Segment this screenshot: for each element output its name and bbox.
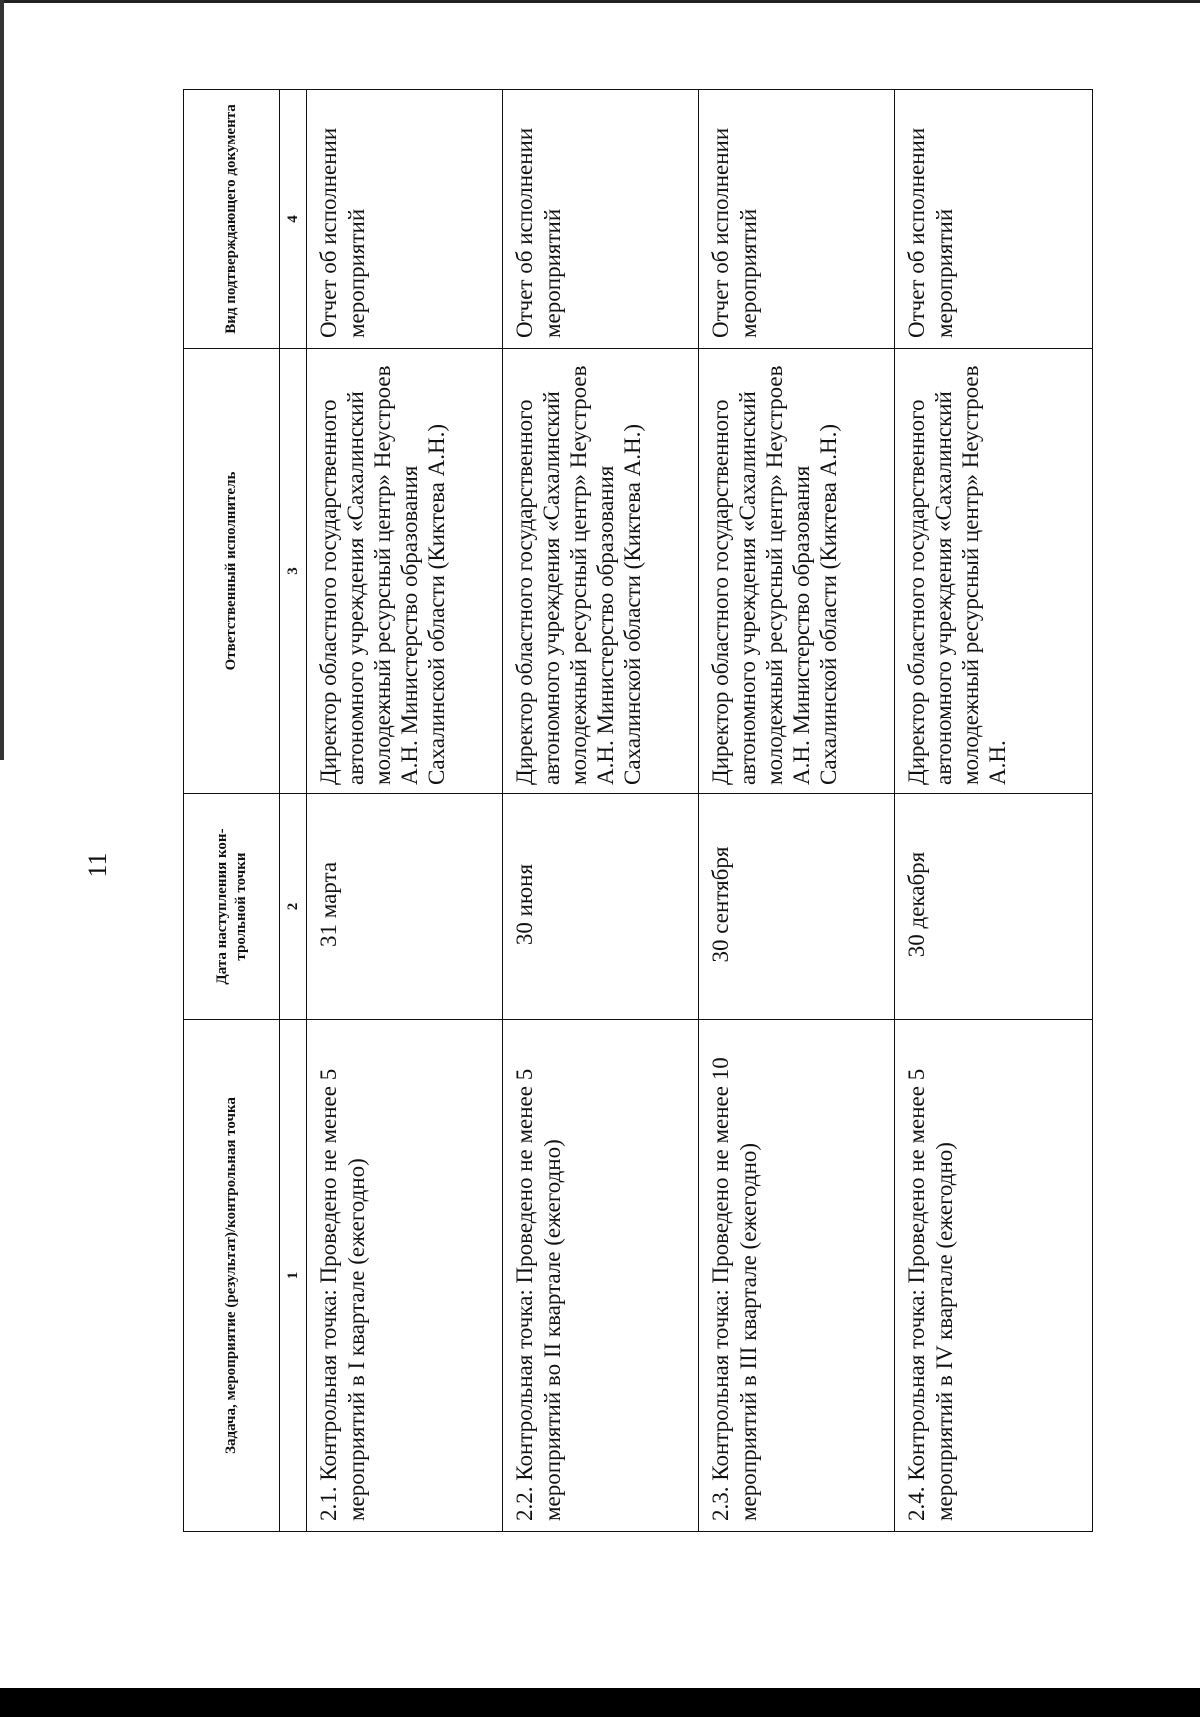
table-row — [503, 90, 699, 1532]
document-cell: Отчет об исполнении мероприятий — [307, 90, 503, 349]
column-number: 1 — [280, 1020, 307, 1532]
table-header-row — [184, 90, 280, 1532]
document-cell: Отчет об исполнении мероприятий — [503, 90, 699, 349]
scan-border-left — [0, 0, 4, 760]
date-cell: 31 марта — [307, 794, 503, 1020]
executor-cell: Директор областного государственного автономного учреждения «Сахалинский молодежный ресурсный центр» Неустроев А.Н. — [895, 349, 1093, 794]
column-number: 4 — [280, 90, 307, 349]
header-document: Вид подтверждающего документа — [184, 90, 280, 349]
date-cell: 30 июня — [503, 794, 699, 1020]
header-date: Дата наступления кон-трольной точки — [184, 794, 280, 1020]
executor-cell: Директор областного государственного автономного учреждения «Сахалинский молодежный ресурсный центр» Неустроев А.Н. Министерство образования Сахалинской области (Киктева А.Н.) — [307, 349, 503, 794]
task-cell: 2.3. Контрольная точка: Проведено не менее 10 мероприятий в III квартале (ежегодно) — [699, 1020, 895, 1532]
column-number: 2 — [280, 794, 307, 1020]
document-cell: Отчет об исполнении мероприятий — [699, 90, 895, 349]
column-number-row — [280, 90, 307, 1532]
rotated-table-wrapper — [183, 90, 1093, 1532]
executor-cell: Директор областного государственного автономного учреждения «Сахалинский молодежный ресурсный центр» Неустроев А.Н. Министерство образования Сахалинской области (Киктева А.Н.) — [503, 349, 699, 794]
document-cell: Отчет об исполнении мероприятий — [895, 90, 1093, 349]
column-number: 3 — [280, 349, 307, 794]
control-points-table — [183, 89, 1093, 1532]
header-executor: Ответственный исполнитель — [184, 349, 280, 794]
date-cell: 30 декабря — [895, 794, 1093, 1020]
table-row — [307, 90, 503, 1532]
date-cell: 30 сентября — [699, 794, 895, 1020]
scan-border-top — [0, 0, 1200, 3]
executor-cell: Директор областного государственного автономного учреждения «Сахалинский молодежный ресурсный центр» Неустроев А.Н. Министерство образования Сахалинской области (Киктева А.Н.) — [699, 349, 895, 794]
table-row — [699, 90, 895, 1532]
task-cell: 2.2. Контрольная точка: Проведено не менее 5 мероприятий во II квартале (ежегодно) — [503, 1020, 699, 1532]
page-number: 11 — [83, 852, 112, 878]
table-row — [895, 90, 1093, 1532]
header-task: Задача, мероприятие (результат)/контрольная точка — [184, 1020, 280, 1532]
scan-border-bottom — [0, 1688, 1200, 1717]
task-cell: 2.4. Контрольная точка: Проведено не менее 5 мероприятий в IV квартале (ежегодно) — [895, 1020, 1093, 1532]
task-cell: 2.1. Контрольная точка: Проведено не менее 5 мероприятий в I квартале (ежегодно) — [307, 1020, 503, 1532]
